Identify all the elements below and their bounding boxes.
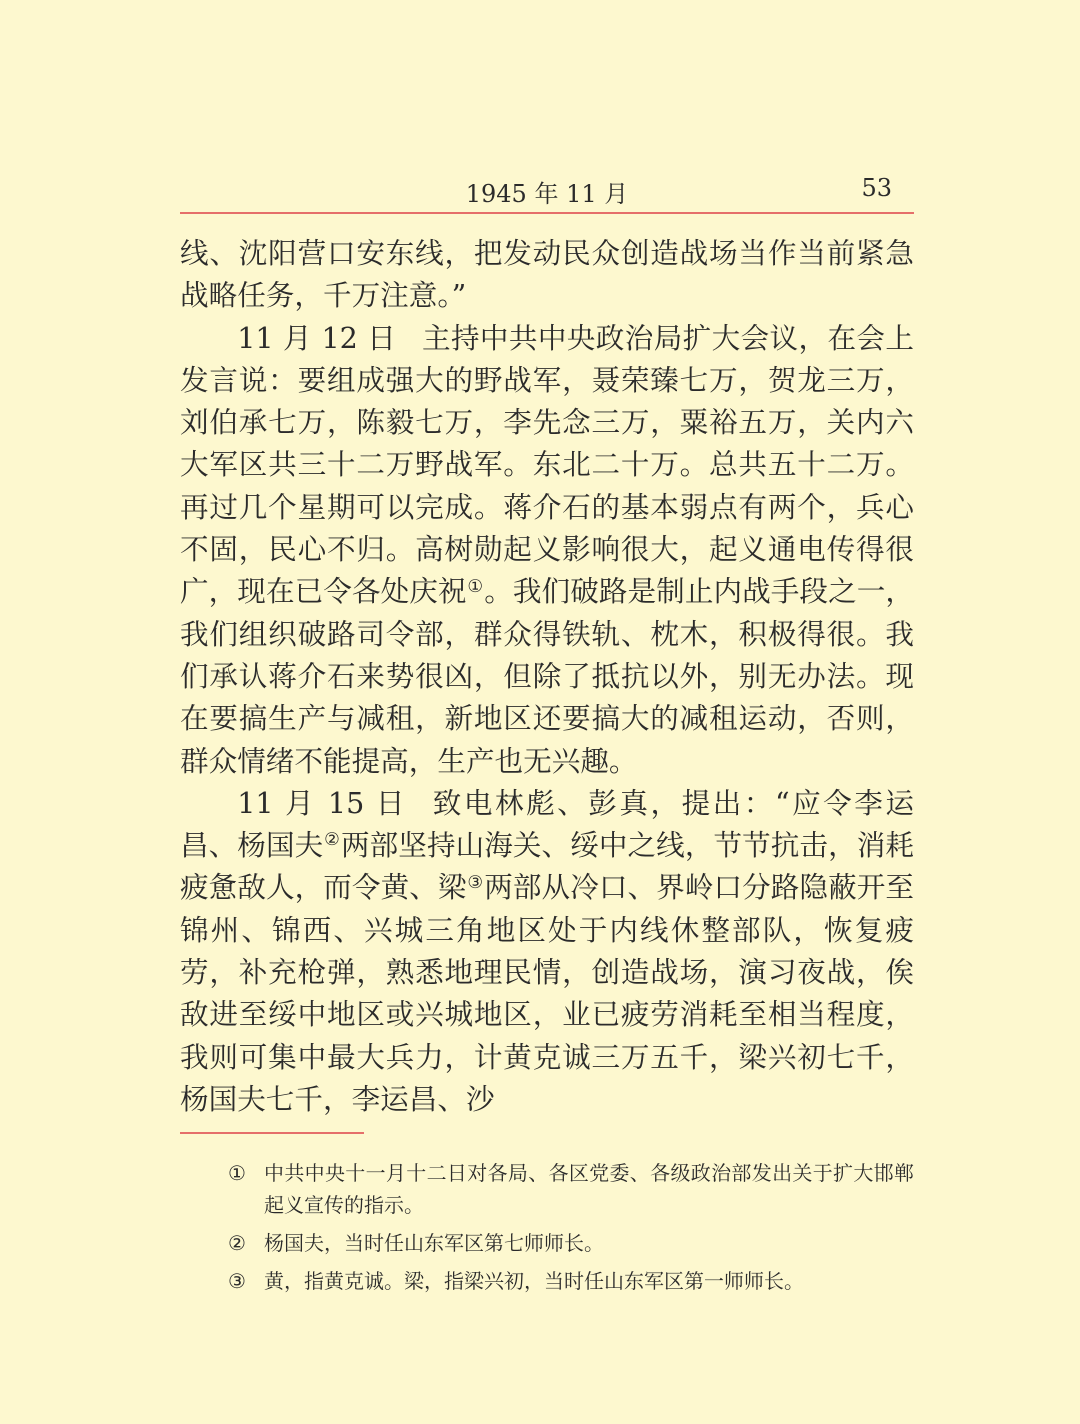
- footnote-1: [180, 1157, 914, 1221]
- footnote-mark: ①: [228, 1161, 246, 1185]
- entry-date: 11 月 12 日: [237, 320, 397, 355]
- footnote-ref-1: ①: [467, 576, 484, 597]
- entry-date: 11 月 15 日: [237, 785, 407, 820]
- paragraph-text: 致电林彪、彭真，提出：“应令李运昌、杨国夫: [180, 785, 914, 863]
- paragraph-continued: [180, 232, 914, 317]
- footnote-mark: ②: [228, 1231, 246, 1255]
- running-title: 1945 年 11 月: [465, 180, 629, 208]
- body-text: [180, 232, 914, 1120]
- header-rule: [180, 212, 914, 214]
- paragraph-text: 主持中共中央政治局扩大会议，在会上发言说：要组成强大的野战军，聂荣臻七万，贺龙三万，刘伯承七万，陈毅七万，李先念三万，粟裕五万，关内六大军区共三十二万野战军。东北二十万。总共五十二万。再过几个星期可以完成。蒋介石的基本弱点有两个，兵心不固，民心不归。高树勋起义影响很大，起义通电传得很广，现在已令各处庆祝: [180, 320, 914, 609]
- footnotes: [180, 1157, 914, 1303]
- paragraph-text: 两部坚持山海关、绥中之线，节节抗击，消耗疲惫敌人，而令黄、梁: [180, 828, 914, 905]
- paragraph-text: 。我们破路是制止内战手段之一，我们组织破路司令部，群众得铁轨、枕木，积极得很。我们承认蒋介石来势很凶，但除了抵抗以外，别无办法。现在要搞生产与减租，新地区还要搞大的减租运动，否则，群众情绪不能提高，生产也无兴趣。: [180, 574, 914, 778]
- footnote-text: 黄，指黄克诚。梁，指梁兴初，当时任山东军区第一师师长。: [264, 1269, 804, 1293]
- book-page: [180, 0, 914, 1424]
- paragraph-nov-12: [180, 317, 914, 782]
- paragraph-text: 两部从冷口、界岭口分路隐蔽开至锦州、锦西、兴城三角地区处于内线休整部队，恢复疲劳，补充枪弹，熟悉地理民情，创造战场，演习夜战，俟敌进至绥中地区或兴城地区，业已疲劳消耗至相当程度，我则可集中最大兵力，计黄克诚三万五千，梁兴初七千，杨国夫七千，李运昌、沙: [180, 870, 914, 1116]
- page-number: 53: [861, 174, 892, 202]
- footnote-text: 中共中央十一月十二日对各局、各区党委、各级政治部发出关于扩大邯郸起义宣传的指示。: [264, 1161, 914, 1217]
- footnote-2: [180, 1227, 914, 1259]
- paragraph-nov-15: [180, 782, 914, 1120]
- paragraph-text: 线、沈阳营口安东线，把发动民众创造战场当作当前紧急战略任务，千万注意。”: [180, 236, 914, 313]
- footnote-text: 杨国夫，当时任山东军区第七师师长。: [264, 1231, 604, 1255]
- footnote-ref-3: ③: [467, 872, 484, 893]
- footnote-3: [180, 1265, 914, 1297]
- footnote-mark: ③: [228, 1269, 246, 1293]
- running-head: [180, 172, 914, 208]
- footnote-rule: [180, 1132, 364, 1134]
- footnote-ref-2: ②: [324, 830, 341, 851]
